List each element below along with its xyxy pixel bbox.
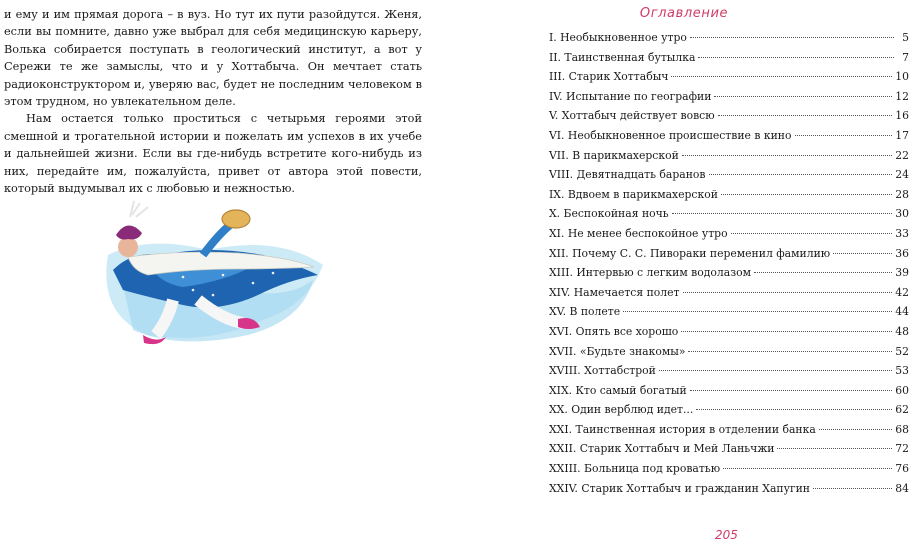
toc-entry-title: XXIV. Старик Хоттабыч и гражданин Хапугин <box>549 481 810 495</box>
toc-entry <box>549 423 909 443</box>
toc-entry-page: 12 <box>895 89 909 103</box>
toc-entry-page: 33 <box>895 226 909 240</box>
toc-entry-title: VI. Необыкновенное происшествие в кино <box>549 128 792 142</box>
toc-entry-page: 48 <box>895 324 909 338</box>
toc-entry-title: XII. Почему С. С. Пивораки переменил фамилию <box>549 246 831 260</box>
toc-entry-title: I. Необыкновенное утро <box>549 31 687 44</box>
toc-entry-page: 53 <box>895 364 909 378</box>
toc-entry-page: 52 <box>895 344 909 358</box>
toc-entry-page: 28 <box>895 187 909 201</box>
toc-entry-title: X. Беспокойная ночь <box>549 207 669 221</box>
toc-entry-title: XVIII. Хоттабстрой <box>549 364 656 378</box>
toc-entry-title: II. Таинственная бутылка <box>549 50 696 64</box>
toc-entry-page: 39 <box>895 266 909 280</box>
toc-entry-page: 5 <box>902 31 909 44</box>
toc-entry-title: XI. Не менее беспокойное утро <box>549 226 728 240</box>
toc-dot-leader <box>688 351 892 352</box>
toc-entry-title: XV. В полете <box>549 305 621 319</box>
toc-entry-title: XIII. Интервью с легким водолазом <box>549 266 751 280</box>
toc-entry-page: 36 <box>895 246 909 260</box>
toc-dot-leader <box>718 115 893 116</box>
toc-entry <box>549 286 909 306</box>
toc-entry <box>549 247 909 267</box>
toc-entry-page: 44 <box>895 305 909 319</box>
toc-entry <box>549 482 909 502</box>
toc-entry-title: III. Старик Хоттабыч <box>549 70 669 84</box>
toc-entry-page: 68 <box>895 422 909 436</box>
toc-entry-page: 10 <box>895 70 909 84</box>
toc-entry-title: XX. Один верблюд идет... <box>549 403 694 417</box>
toc-entry <box>549 109 909 129</box>
toc-dot-leader <box>659 370 892 371</box>
toc-entry-page: 7 <box>902 50 909 64</box>
toc-entry-page: 16 <box>895 109 909 123</box>
toc-entry-page: 62 <box>895 403 909 417</box>
toc-entry <box>549 345 909 365</box>
toc-entry-title: XIV. Намечается полет <box>549 285 680 299</box>
toc-dot-leader <box>819 429 892 430</box>
paragraph-1: и ему и им прямая дорога – в вуз. Но тут их пути разойдутся. Женя, если вы помните, давно уже выбрал для себя медицинскую карьеру, Волька собирается поступать в геологический институт, а вот у Сережи те же замыслы, что и у Хоттабыча. Он мечтает стать радиоконструктором и, уверяю вас, будет не последним человеком в этом трудном, но увлекательном деле. <box>4 8 422 109</box>
toc-entry-page: 17 <box>895 128 909 142</box>
toc-entry-title: IX. Вдвоем в парикмахерской <box>549 187 718 201</box>
toc-dot-leader <box>714 96 892 97</box>
toc-entry-title: XXIII. Больница под кроватью <box>549 462 721 476</box>
toc-entry-page: 76 <box>895 462 909 476</box>
table-of-contents <box>549 31 909 501</box>
toc-entry <box>549 90 909 110</box>
toc-dot-leader <box>690 390 893 391</box>
toc-entry <box>549 384 909 404</box>
toc-entry <box>549 31 909 51</box>
toc-dot-leader <box>723 468 892 469</box>
toc-entry <box>549 364 909 384</box>
toc-dot-leader <box>813 488 892 489</box>
toc-dot-leader <box>777 448 892 449</box>
toc-title: Оглавление <box>639 6 729 21</box>
toc-dot-leader <box>696 409 892 410</box>
toc-dot-leader <box>754 272 892 273</box>
toc-dot-leader <box>709 174 893 175</box>
right-page <box>456 0 912 545</box>
toc-dot-leader <box>683 292 893 293</box>
toc-entry <box>549 403 909 423</box>
toc-entry <box>549 188 909 208</box>
toc-entry-title: XXII. Старик Хоттабыч и Мей Ланьчжи <box>549 442 775 456</box>
toc-dot-leader <box>698 57 894 58</box>
toc-dot-leader <box>671 76 892 77</box>
toc-entry-title: XIX. Кто самый богатый <box>549 383 687 397</box>
toc-dot-leader <box>681 331 892 332</box>
story-text <box>4 6 422 197</box>
toc-entry-page: 30 <box>895 207 909 221</box>
toc-entry <box>549 305 909 325</box>
toc-entry <box>549 325 909 345</box>
toc-entry-title: XXI. Таинственная история в отделении банка <box>549 422 816 436</box>
toc-entry-title: VII. В парикмахерской <box>549 148 679 162</box>
page-number: 205 <box>715 528 738 542</box>
toc-entry <box>549 207 909 227</box>
toc-dot-leader <box>682 155 892 156</box>
toc-dot-leader <box>731 233 893 234</box>
toc-entry <box>549 129 909 149</box>
toc-entry-page: 42 <box>895 285 909 299</box>
toc-dot-leader <box>690 37 894 38</box>
toc-entry <box>549 266 909 286</box>
toc-entry <box>549 462 909 482</box>
toc-entry-page: 24 <box>895 168 909 182</box>
toc-dot-leader <box>672 213 893 214</box>
toc-dot-leader <box>833 253 892 254</box>
toc-entry-title: VIII. Девятнадцать баранов <box>549 168 706 182</box>
toc-entry-title: XVI. Опять все хорошо <box>549 324 679 338</box>
toc-entry-title: V. Хоттабыч действует вовсю <box>549 109 715 123</box>
toc-entry <box>549 149 909 169</box>
toc-entry <box>549 442 909 462</box>
paragraph-2: Нам остается только проститься с четырьмя героями этой смешной и трогательной истории и пожелать им успехов в их учебе и дальнейшей жизни. Если вы где-нибудь встретите кого-нибудь из них, передайте им, пожалуйста, привет от автора этой повести, который выдумывал их с любовью и нежностью. <box>4 112 422 196</box>
toc-entry-page: 84 <box>895 481 909 495</box>
toc-entry <box>549 227 909 247</box>
toc-dot-leader <box>623 311 892 312</box>
hottabych-running-illustration <box>88 195 328 375</box>
toc-entry-title: XVII. «Будьте знакомы» <box>549 344 686 358</box>
toc-entry-page: 72 <box>895 442 909 456</box>
toc-entry-page: 60 <box>895 383 909 397</box>
toc-entry <box>549 70 909 90</box>
toc-entry-page: 22 <box>895 148 909 162</box>
toc-entry <box>549 168 909 188</box>
toc-entry-title: IV. Испытание по географии <box>549 89 712 103</box>
toc-entry <box>549 51 909 71</box>
toc-dot-leader <box>795 135 893 136</box>
toc-dot-leader <box>721 194 892 195</box>
